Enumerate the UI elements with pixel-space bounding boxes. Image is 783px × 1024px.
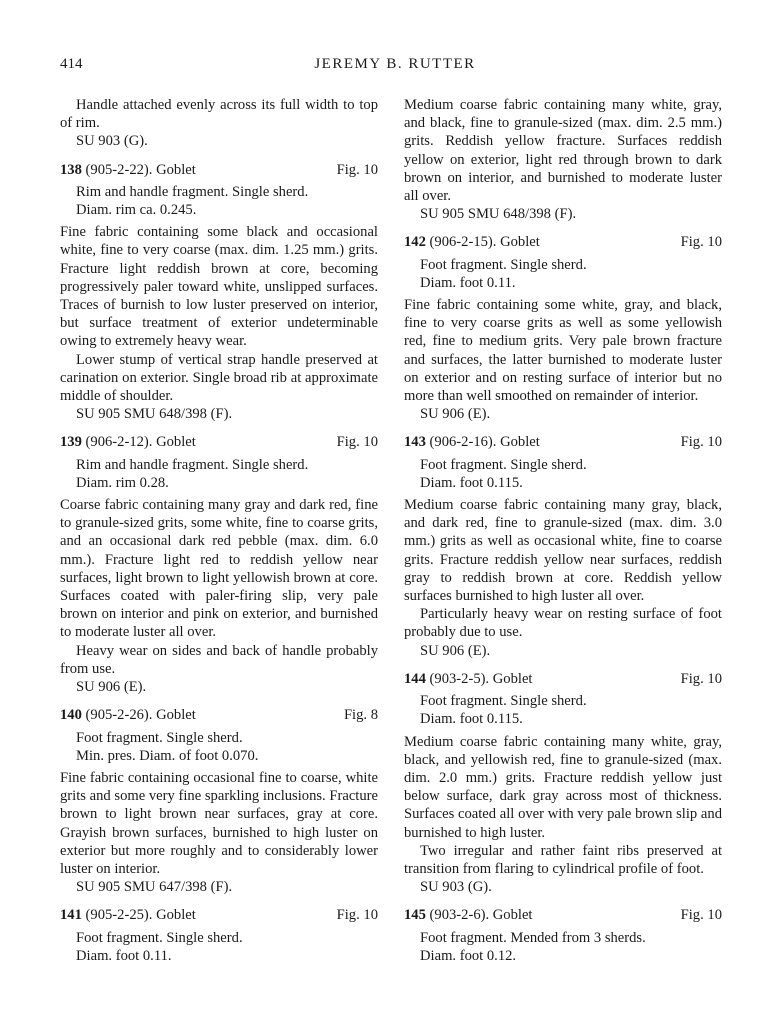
diameter-line: Diam. foot 0.115. <box>420 474 523 491</box>
entry-number: 140 <box>60 707 82 724</box>
entry-description <box>404 456 722 492</box>
entry-heading <box>404 906 722 924</box>
entry-description <box>404 692 722 728</box>
page-header <box>60 56 730 78</box>
entry-number: 139 <box>60 434 82 451</box>
running-head: JEREMY B. RUTTER <box>314 56 476 72</box>
figure-ref: Fig. 10 <box>680 234 722 251</box>
page-number: 414 <box>60 56 83 72</box>
diameter-text: Diam. rim ca. 0.245. <box>76 202 197 219</box>
catalog-entry-141 <box>60 906 378 965</box>
desc-line: Foot fragment. Single sherd. <box>420 693 587 710</box>
entry-number: 142 <box>404 234 426 251</box>
context-line: SU 906 (E). <box>420 642 491 659</box>
figure-ref: Fig. 10 <box>680 670 722 687</box>
entry-heading <box>60 706 378 724</box>
entry-number: 143 <box>404 434 426 451</box>
right-column <box>404 96 722 969</box>
context-line: SU 905 SMU 647/398 (F). <box>76 879 233 896</box>
fabric-text: Medium coarse fabric containing many white, gray, and black, fine to granule-sized (max. dim. 2.5 mm.) grits. Reddish yellow fracture. Surfaces reddish yellow on exterior, light red through brown to dark brown on interior, and burnished to moderate luster all over. <box>404 97 722 205</box>
entry-code: (903-2-5). Goblet <box>429 670 533 687</box>
desc-line: Foot fragment. Single sherd. <box>420 256 587 273</box>
catalog-entry-139 <box>60 433 378 696</box>
entry-description <box>60 729 378 765</box>
figure-ref: Fig. 10 <box>680 907 722 924</box>
figure-ref: Fig. 10 <box>336 434 378 451</box>
note-text: Heavy wear on sides and back of handle probably from use. <box>60 642 378 677</box>
catalog-entry-142 <box>404 233 722 423</box>
entry-code: (906-2-16). Goblet <box>429 434 540 451</box>
diameter-line: Diam. foot 0.115. <box>420 711 523 728</box>
entry-heading <box>60 433 378 451</box>
entry-code: (905-2-22). Goblet <box>85 161 196 178</box>
fabric-text: Coarse fabric containing many gray and dark red, fine to granule-sized grits, some white, fine to coarse grits, and an occasional dark red pebble (max. dim. 6.0 mm.). Fracture light red to reddish yellow near surfaces, light brown to light yellowish brown at core. Surfaces coated with paler-firing slip, very pale brown on interior and pink on exterior, and burnished to moderate luster all over. <box>60 497 378 641</box>
fabric-text: Medium coarse fabric containing many white, gray, black, and yellowish red, fine to granule-sized (max. dim. 2.0 mm.) grits. Fracture reddish yellow just below surface, dark gray across most of thickness. Surfaces coated all over with very pale brown slip and burnished to high luster. <box>404 733 722 841</box>
entry-number: 138 <box>60 161 82 178</box>
entry-heading <box>60 161 378 179</box>
figure-ref: Fig. 10 <box>680 434 722 451</box>
diameter-line <box>76 201 378 219</box>
context-line: SU 903 (G). <box>76 133 148 150</box>
catalog-entry-143 <box>404 433 722 659</box>
left-column <box>60 96 378 969</box>
figure-ref: Fig. 10 <box>336 907 378 924</box>
desc-line: Foot fragment. Mended from 3 sherds. <box>420 929 646 946</box>
figure-ref: Fig. 10 <box>336 161 378 178</box>
entry-number: 144 <box>404 670 426 687</box>
desc-line: Foot fragment. Single sherd. <box>420 456 587 473</box>
context-line: SU 906 (E). <box>420 406 491 423</box>
fabric-text: Fine fabric containing some black and occasional white, fine to very coarse (max. dim. 1.25 mm.) grits. Fracture light reddish brown at core, becoming progressively paler toward white, unslipped surfaces. Traces of burnish to low luster preserved on interior, but surface treatment of exterior undeterminable owing to extremely heavy wear. <box>60 224 378 350</box>
fabric-text: Medium coarse fabric containing many gray, black, and dark red, fine to granule-sized (max. dim. 3.0 mm.) grits as well as occasional white, fine to coarse grits. Fracture reddish yellow near surfaces, reddish gray to reddish brown at core. Reddish yellow surfaces burnished to high luster all over. <box>404 497 722 605</box>
context-line: SU 905 SMU 648/398 (F). <box>76 406 233 423</box>
catalog-entry-144 <box>404 670 722 896</box>
diameter-line: Min. pres. Diam. of foot 0.070. <box>76 747 259 764</box>
context-line: SU 903 (G). <box>420 879 492 896</box>
desc-line: Foot fragment. Single sherd. <box>76 929 243 946</box>
entry-code: (905-2-25). Goblet <box>85 907 196 924</box>
entry-description <box>60 456 378 492</box>
catalog-entry-140 <box>60 706 378 896</box>
entry-code: (905-2-26). Goblet <box>85 707 196 724</box>
diameter-line: Diam. foot 0.11. <box>76 947 172 964</box>
entry-description <box>404 256 722 292</box>
context-line: SU 906 (E). <box>76 679 147 696</box>
continued-note: Handle attached evenly across its full width to top of rim. <box>60 97 378 132</box>
entry-number: 145 <box>404 907 426 924</box>
context-line: SU 905 SMU 648/398 (F). <box>420 206 577 223</box>
desc-line: Rim and handle fragment. Single sherd. <box>76 456 309 473</box>
entry-code: (906-2-12). Goblet <box>85 434 196 451</box>
entry-code: (903-2-6). Goblet <box>429 907 533 924</box>
desc-line: Foot fragment. Single sherd. <box>76 729 243 746</box>
entry-code: (906-2-15). Goblet <box>429 234 540 251</box>
entry-heading <box>60 906 378 924</box>
figure-ref: Fig. 8 <box>343 707 378 724</box>
entry-number: 141 <box>60 907 82 924</box>
fabric-text: Fine fabric containing some white, gray, and black, fine to very coarse grits as well as some yellowish red, fine to medium grits. Very pale brown fracture and surfaces, the latter burnished to moderate luster on exterior and on resting surface of interior but no more than well smoothed on remainder of interior. <box>404 297 722 405</box>
note-text: Lower stump of vertical strap handle preserved at carination on exterior. Single broad rib at approximate middle of shoulder. <box>60 351 378 405</box>
desc-line: Rim and handle fragment. Single sherd. <box>76 183 309 200</box>
diameter-line: Diam. rim 0.28. <box>76 474 169 491</box>
note-text: Particularly heavy wear on resting surface of foot probably due to use. <box>404 606 722 641</box>
entry-description <box>60 183 378 219</box>
entry-description <box>404 929 722 965</box>
entry-heading <box>404 670 722 688</box>
catalog-entry-145 <box>404 906 722 965</box>
entry-heading <box>404 433 722 451</box>
diameter-line: Diam. foot 0.12. <box>420 947 517 964</box>
entry-heading <box>404 233 722 251</box>
fabric-text: Fine fabric containing occasional fine to coarse, white grits and some very fine sparkling inclusions. Fracture brown to light brown near surfaces, gray at core. Grayish brown surfaces, burnished to high luster on exterior but more roughly and to considerably lower luster on interior. <box>60 769 378 877</box>
catalog-entry-138 <box>60 161 378 424</box>
entry-description <box>60 929 378 965</box>
diameter-line: Diam. foot 0.11. <box>420 274 516 291</box>
note-text: Two irregular and rather faint ribs preserved at transition from flaring to cylindrical profile of foot. <box>404 842 722 877</box>
